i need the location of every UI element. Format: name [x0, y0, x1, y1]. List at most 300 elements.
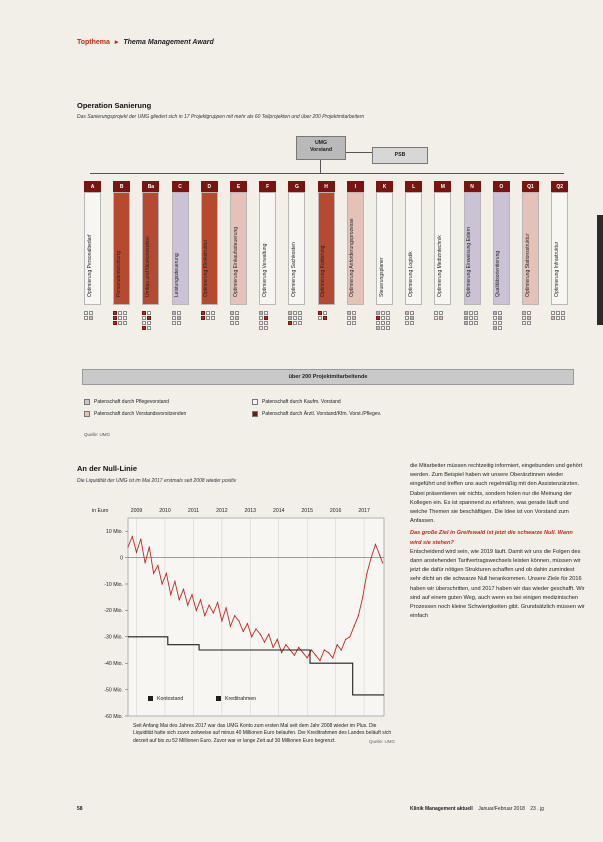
- plot-area: [128, 518, 384, 716]
- project-group-label: Steuerungsplaner: [378, 257, 385, 297]
- project-group-code: K: [376, 181, 393, 192]
- data-point: [247, 623, 248, 624]
- subproject-grid: [230, 311, 239, 325]
- subproject-grid: [318, 311, 327, 320]
- legend-label: Patenschaft durch Ärztl. Vorstand/Kfm. Vorst./Pflegev.: [262, 411, 382, 417]
- project-group-box: [522, 192, 539, 305]
- data-point: [251, 636, 252, 637]
- data-point: [149, 546, 150, 547]
- subproject-cell: [352, 311, 356, 315]
- data-point: [226, 607, 227, 608]
- subproject-cell: [264, 311, 268, 315]
- data-point: [319, 660, 320, 661]
- data-point: [285, 644, 286, 645]
- board-connector: [346, 152, 372, 153]
- subproject-cell: [259, 326, 263, 330]
- subproject-cell: [147, 326, 151, 330]
- project-group-label: Optimierung Einweisung Extern: [466, 226, 473, 297]
- data-point: [187, 605, 188, 606]
- subproject-cell: [381, 316, 385, 320]
- subproject-cell: [118, 311, 122, 315]
- subproject-cell: [493, 321, 497, 325]
- project-group-label: Qualitätsorientierung: [495, 250, 502, 297]
- subproject-cell: [323, 316, 327, 320]
- x-tick-label: 2011: [187, 508, 200, 514]
- subproject-cell: [522, 316, 526, 320]
- project-group-i: [347, 181, 364, 305]
- x-tick-label: 2015: [301, 508, 313, 514]
- data-point: [209, 605, 210, 606]
- subproject-cell: [527, 316, 531, 320]
- subproject-cell: [293, 316, 297, 320]
- subproject-cell: [474, 311, 478, 315]
- project-group-box: [551, 192, 568, 305]
- data-point: [277, 639, 278, 640]
- project-group-ba: [142, 181, 159, 305]
- project-group-code: A: [84, 181, 101, 192]
- subproject-cell: [386, 311, 390, 315]
- subproject-cell: [113, 316, 117, 320]
- project-group-box: [464, 192, 481, 305]
- subproject-grid: [172, 311, 181, 325]
- project-group-code: F: [259, 181, 276, 192]
- data-point: [166, 573, 167, 574]
- data-point: [183, 589, 184, 590]
- subproject-cell: [318, 311, 322, 315]
- subproject-cell: [147, 316, 151, 320]
- subproject-grid: [434, 311, 443, 320]
- project-group-box: [347, 192, 364, 305]
- project-group-label: Optimierung Personalbedarf: [86, 234, 93, 297]
- project-group-code: E: [230, 181, 247, 192]
- project-group-label: Umbau und Neukonzeption: [144, 236, 151, 297]
- subproject-cell: [498, 326, 502, 330]
- subproject-cell: [405, 316, 409, 320]
- subproject-cell: [235, 321, 239, 325]
- subproject-cell: [561, 311, 565, 315]
- project-group-k: [376, 181, 393, 305]
- subproject-cell: [405, 321, 409, 325]
- subproject-cell: [172, 311, 176, 315]
- project-group-label: Optimierung Logistik: [407, 251, 414, 297]
- subproject-cell: [493, 311, 497, 315]
- subproject-cell: [464, 316, 468, 320]
- subproject-cell: [347, 316, 351, 320]
- x-tick-label: 2009: [130, 508, 143, 514]
- subproject-cell: [142, 321, 146, 325]
- subproject-cell: [288, 311, 292, 315]
- project-group-box: [288, 192, 305, 305]
- subproject-cell: [123, 316, 127, 320]
- subproject-cell: [352, 321, 356, 325]
- subproject-cell: [527, 311, 531, 315]
- subproject-grid: [522, 311, 531, 325]
- subproject-cell: [264, 321, 268, 325]
- subproject-cell: [147, 321, 151, 325]
- subproject-cell: [118, 321, 122, 325]
- project-group-box: [201, 192, 218, 305]
- project-group-code: G: [288, 181, 305, 192]
- chart-axes: [92, 508, 384, 720]
- data-point: [349, 636, 350, 637]
- subproject-cell: [298, 311, 302, 315]
- subproject-cell: [84, 316, 88, 320]
- legend-item-vorsitz: [84, 411, 186, 417]
- subproject-grid: [201, 311, 215, 320]
- project-group-label: Personalentwicklung: [115, 251, 122, 297]
- project-group-g: [288, 181, 305, 305]
- y-tick-label: -50 Mio.: [104, 687, 123, 694]
- page-number-left: 58: [77, 806, 83, 812]
- subproject-cell: [405, 311, 409, 315]
- project-group-a: [84, 181, 101, 305]
- data-point: [268, 634, 269, 635]
- subproject-cell: [264, 326, 268, 330]
- project-group-f: [259, 181, 276, 305]
- y-tick-label: 10 Mio.: [105, 529, 123, 535]
- subproject-cell: [298, 316, 302, 320]
- subproject-cell: [410, 311, 414, 315]
- subproject-cell: [439, 311, 443, 315]
- subproject-cell: [386, 321, 390, 325]
- project-group-code: L: [405, 181, 422, 192]
- legend-item-kaufm: [252, 399, 341, 405]
- x-tick-label: 2010: [159, 508, 171, 514]
- project-group-code: Q2: [551, 181, 568, 192]
- data-point: [375, 544, 376, 545]
- legend-swatch-red: [252, 411, 258, 417]
- data-point: [273, 647, 274, 648]
- data-point: [157, 565, 158, 566]
- project-group-n: [464, 181, 481, 305]
- subproject-cell: [493, 316, 497, 320]
- x-tick-label: 2014: [272, 508, 285, 514]
- project-group-label: Optimierung Verwaltung: [261, 243, 268, 297]
- project-group-code: O: [493, 181, 510, 192]
- project-group-code: C: [172, 181, 189, 192]
- subproject-cell: [259, 321, 263, 325]
- subproject-cell: [201, 316, 205, 320]
- project-group-c: [172, 181, 189, 305]
- project-group-box: [230, 192, 247, 305]
- data-point: [170, 594, 171, 595]
- subproject-cell: [556, 316, 560, 320]
- data-point: [132, 536, 133, 537]
- subproject-grid: [493, 311, 502, 330]
- subproject-cell: [177, 321, 181, 325]
- x-tick-label: 2013: [244, 508, 257, 514]
- subproject-cell: [434, 311, 438, 315]
- subproject-cell: [469, 321, 473, 325]
- project-group-box: [376, 192, 393, 305]
- rubric-separator: ▸: [114, 39, 119, 46]
- data-point: [145, 562, 146, 563]
- legend-item-aerztl: [252, 411, 381, 417]
- y-axis-label: in Euro: [92, 508, 109, 514]
- subproject-grid: [551, 311, 565, 320]
- subproject-cell: [113, 321, 117, 325]
- project-group-o: [493, 181, 510, 305]
- legend-label: Patenschaft durch Kaufm. Vorstand: [262, 399, 341, 405]
- data-point: [302, 652, 303, 653]
- project-group-box: [113, 192, 130, 305]
- legend-label: Kreditrahmen: [225, 696, 257, 702]
- data-point: [243, 631, 244, 632]
- project-group-label: Optimierung Kodierung: [320, 245, 327, 297]
- y-tick-label: -20 Mio.: [104, 608, 123, 615]
- data-point: [136, 552, 137, 553]
- subproject-grid: [347, 311, 356, 325]
- subproject-cell: [211, 311, 215, 315]
- data-point: [162, 583, 163, 584]
- subproject-cell: [288, 316, 292, 320]
- project-group-box: [84, 192, 101, 305]
- subproject-cell: [498, 316, 502, 320]
- subproject-cell: [113, 311, 117, 315]
- subproject-cell: [123, 311, 127, 315]
- data-point: [324, 649, 325, 650]
- data-point: [191, 594, 192, 595]
- subproject-cell: [474, 321, 478, 325]
- subproject-cell: [386, 326, 390, 330]
- board-box: UMG Vorstand: [296, 136, 346, 160]
- subproject-grid: [113, 311, 127, 325]
- y-tick-label: -60 Mio.: [104, 713, 123, 720]
- project-group-q2: [551, 181, 568, 305]
- chart-title: An der Null-Linie: [77, 464, 137, 473]
- subproject-cell: [376, 321, 380, 325]
- data-point: [382, 562, 383, 563]
- subproject-cell: [469, 316, 473, 320]
- subproject-cell: [230, 321, 234, 325]
- data-point: [362, 597, 363, 598]
- data-point: [281, 652, 282, 653]
- subproject-cell: [410, 321, 414, 325]
- org-source: Quelle: UMG: [84, 432, 111, 437]
- project-group-code: D: [201, 181, 218, 192]
- subproject-cell: [84, 311, 88, 315]
- subproject-cell: [259, 311, 263, 315]
- legend-swatch: [216, 696, 221, 701]
- y-tick-label: 0: [120, 555, 123, 562]
- project-group-box: [142, 192, 159, 305]
- subproject-cell: [318, 316, 322, 320]
- legend-swatch-pink: [84, 411, 90, 417]
- subproject-cell: [201, 311, 205, 315]
- project-group-code: Q1: [522, 181, 539, 192]
- subproject-cell: [172, 321, 176, 325]
- project-group-box: [493, 192, 510, 305]
- subproject-cell: [498, 311, 502, 315]
- project-group-box: [434, 192, 451, 305]
- subproject-cell: [211, 316, 215, 320]
- project-group-label: Optimierung Einkaufssteuerung: [232, 226, 239, 297]
- data-point: [234, 615, 235, 616]
- data-point: [255, 628, 256, 629]
- subproject-cell: [177, 311, 181, 315]
- data-point: [341, 649, 342, 650]
- data-point: [337, 644, 338, 645]
- subproject-grid: [84, 311, 93, 320]
- board-stem: [320, 160, 321, 173]
- subproject-cell: [347, 321, 351, 325]
- article-paragraph: die Mitarbeiter müssen rechtzeitig informiert, eingebunden und gehört werden. Zum Beispiel haben wir unsere Oberärztinnen wieder eingeführt und treffen uns auch regelmäßig mit den Assistenzärzten. Dabei präsentieren wir nichts, sondern holen nur die Meinung der Kollegen ein. Es ist spannend zu erfahren, was gerade läuft und welche Themen sie beschäftigen. Die Idee ist von Vorstand zum Anfassen.: [410, 463, 583, 525]
- subproject-cell: [298, 321, 302, 325]
- subproject-cell: [352, 316, 356, 320]
- y-tick-label: -40 Mio.: [104, 661, 123, 667]
- chart-caption: [133, 723, 395, 745]
- data-point: [264, 642, 265, 643]
- project-group-code: N: [464, 181, 481, 192]
- legend-swatch-lilac: [84, 399, 90, 405]
- subproject-grid: [376, 311, 390, 330]
- project-group-m: [434, 181, 451, 305]
- project-group-label: Optimierung Medizintechnik: [436, 235, 443, 297]
- project-group-d: [201, 181, 218, 305]
- footer-issue: Januar/Februar 2018: [478, 806, 525, 812]
- subproject-cell: [410, 316, 414, 320]
- data-point: [230, 626, 231, 627]
- data-point: [221, 620, 222, 621]
- rubric-section[interactable]: Thema Management Award: [123, 39, 214, 46]
- article-column: [410, 462, 585, 621]
- project-group-code: M: [434, 181, 451, 192]
- subproject-cell: [142, 326, 146, 330]
- subproject-grid: [142, 311, 151, 330]
- subproject-cell: [551, 316, 555, 320]
- subproject-cell: [376, 326, 380, 330]
- subproject-cell: [235, 316, 239, 320]
- project-group-h: [318, 181, 335, 305]
- subproject-cell: [464, 321, 468, 325]
- project-group-box: [405, 192, 422, 305]
- subproject-cell: [522, 321, 526, 325]
- subproject-cell: [230, 311, 234, 315]
- x-tick-label: 2016: [329, 508, 342, 514]
- subproject-cell: [469, 311, 473, 315]
- subproject-cell: [323, 311, 327, 315]
- footer-volume: 23 . jg: [530, 806, 544, 812]
- subproject-grid: [288, 311, 302, 325]
- data-point: [332, 657, 333, 658]
- subproject-cell: [439, 316, 443, 320]
- data-point: [358, 615, 359, 616]
- data-point: [315, 655, 316, 656]
- subproject-cell: [522, 311, 526, 315]
- subproject-cell: [235, 311, 239, 315]
- project-group-label: Optimierung Klinikstruktur: [203, 239, 210, 297]
- legend-label: Patenschaft durch Pflegevorstand: [94, 399, 170, 405]
- subproject-cell: [493, 326, 497, 330]
- project-group-box: [318, 192, 335, 305]
- project-group-code: I: [347, 181, 364, 192]
- page-edge-marker: [597, 215, 603, 325]
- subproject-cell: [556, 311, 560, 315]
- data-point: [179, 599, 180, 600]
- data-point: [153, 573, 154, 574]
- subproject-cell: [474, 316, 478, 320]
- project-group-code: B: [113, 181, 130, 192]
- subproject-cell: [89, 316, 93, 320]
- data-point: [345, 639, 346, 640]
- subproject-cell: [288, 321, 292, 325]
- data-point: [366, 573, 367, 574]
- project-group-l: [405, 181, 422, 305]
- org-title: Operation Sanierung: [77, 101, 152, 110]
- project-group-label: Optimierung Sachkosten: [290, 242, 297, 297]
- interview-question: Das große Ziel in Greifswald ist jetzt die schwarze Null. Wann wird sie stehen?: [410, 530, 573, 546]
- x-tick-label: 2012: [216, 508, 228, 514]
- data-point: [328, 652, 329, 653]
- data-point: [204, 615, 205, 616]
- subproject-cell: [147, 311, 151, 315]
- staff-bar: über 200 Projektmitarbeitende: [82, 369, 574, 385]
- subproject-cell: [551, 311, 555, 315]
- data-point: [298, 647, 299, 648]
- subproject-cell: [381, 326, 385, 330]
- header-rubric: [77, 38, 214, 46]
- data-point: [354, 626, 355, 627]
- data-point: [213, 612, 214, 613]
- subproject-grid: [259, 311, 268, 330]
- project-group-label: Optimierung Stationsstruktur: [524, 233, 531, 297]
- project-group-code: H: [318, 181, 335, 192]
- data-point: [200, 599, 201, 600]
- project-group-code: Ba: [142, 181, 159, 192]
- project-group-box: [259, 192, 276, 305]
- data-point: [379, 554, 380, 555]
- data-point: [238, 620, 239, 621]
- subproject-cell: [386, 316, 390, 320]
- legend-swatch: [148, 696, 153, 701]
- subproject-cell: [381, 321, 385, 325]
- data-point: [127, 546, 128, 547]
- column-rail: [90, 173, 564, 174]
- liquidity-chart: [82, 504, 398, 722]
- subproject-cell: [561, 316, 565, 320]
- subproject-cell: [172, 316, 176, 320]
- data-point: [174, 581, 175, 582]
- project-group-box: [172, 192, 189, 305]
- legend-label: Kontostand: [157, 696, 184, 702]
- subproject-cell: [177, 316, 181, 320]
- data-point: [294, 655, 295, 656]
- subproject-cell: [206, 316, 210, 320]
- subproject-cell: [142, 311, 146, 315]
- psb-box: PSB: [372, 147, 428, 164]
- subproject-cell: [89, 311, 93, 315]
- legend-item-pflege: [84, 399, 169, 405]
- subproject-cell: [527, 321, 531, 325]
- y-tick-label: -30 Mio.: [104, 634, 123, 641]
- subproject-cell: [142, 316, 146, 320]
- subproject-cell: [376, 311, 380, 315]
- org-subtitle: Das Sanierungsprojekt der UMG gliedert sich in 17 Projektgruppen mit mehr als 60 Teilprojekten und über 200 Projektmitarbeitern: [77, 114, 365, 120]
- rubric-topic[interactable]: Topthema: [77, 39, 110, 46]
- subproject-cell: [376, 316, 380, 320]
- legend-swatch-white: [252, 399, 258, 405]
- data-point: [311, 649, 312, 650]
- project-group-q1: [522, 181, 539, 305]
- data-point: [307, 657, 308, 658]
- article-paragraph: Entscheidend wird sein, wie 2019 läuft. Damit wir uns die Folgen des dann anstehenden Tarifvertragswechsels leisten können, müssen wir jetzt die dafür nötigen Strukturen schaffen und ob dahin zumindest sehr dicht an die schwarze Null herankommen. Unsere Ziele für 2016 haben wir überschritten, und 2017 haben wir das wieder geschafft. Wir sind auf einem guten Weg, auch wenn es bei einigen medizinischen Prozessen noch kleine Schwierigkeiten gibt. Grundsätzlich müssen wir einfach: [410, 548, 585, 620]
- chart-subtitle: Die Liquidität der UMG ist im Mai 2017 erstmals seit 2008 wieder positiv: [77, 478, 237, 484]
- caption-source: Quelle: UMG: [368, 738, 395, 744]
- subproject-cell: [206, 311, 210, 315]
- journal-name[interactable]: Klinik Management aktuell: [410, 806, 473, 812]
- subproject-cell: [381, 311, 385, 315]
- project-group-label: Optimierung Infrastruktur: [553, 241, 560, 297]
